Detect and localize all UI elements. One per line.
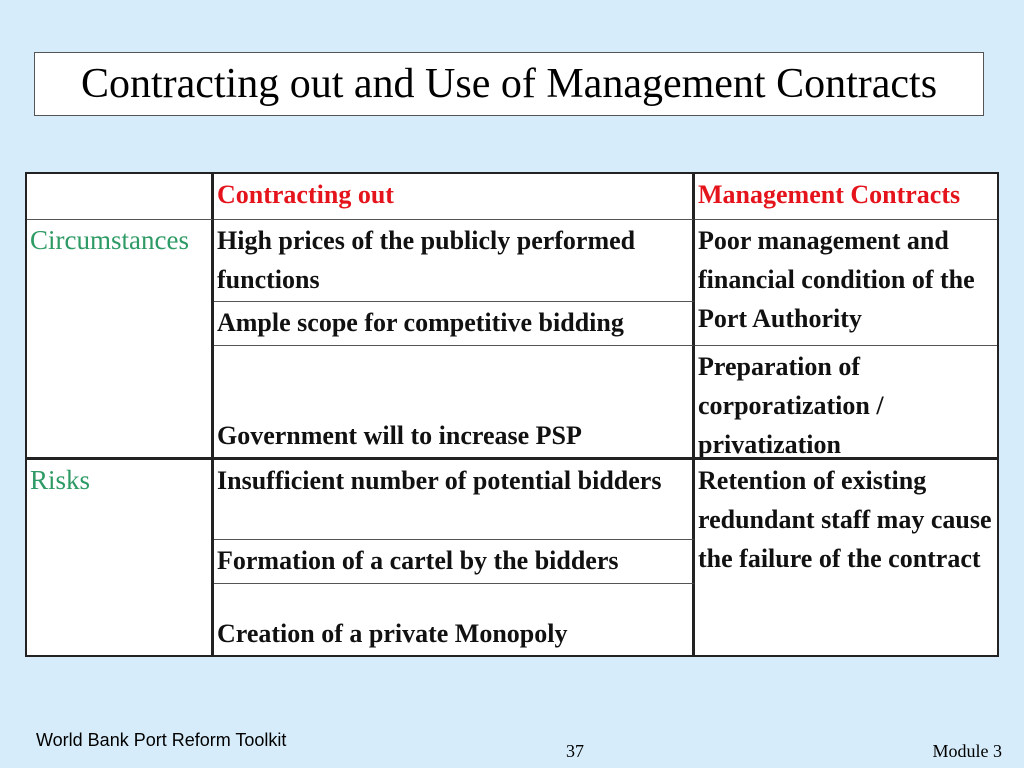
header-empty-cell xyxy=(27,174,214,220)
risk-management-cell: Retention of existing redundant staff may cause the failure of the contract xyxy=(698,466,992,573)
circumstance-management-cell: Preparation of corporatization / privatization xyxy=(695,346,997,460)
risk-contracting-cell: Insufficient number of potential bidders xyxy=(214,460,695,540)
circumstance-contracting-cell: Government will to increase PSP xyxy=(214,346,695,460)
slide-title-box xyxy=(34,52,984,116)
page-number: 37 xyxy=(566,741,584,761)
footer-source: World Bank Port Reform Toolkit xyxy=(36,730,287,750)
risk-contracting-cell: Creation of a private Monopoly xyxy=(214,584,695,655)
risk-contracting-cell: Formation of a cartel by the bidders xyxy=(214,540,695,584)
circumstance-contracting-cell: Ample scope for competitive bidding xyxy=(214,302,695,346)
row-label-risks: Risks xyxy=(27,460,214,655)
row-label-circumstances: Circumstances xyxy=(27,220,214,460)
circumstance-contracting-cell: High prices of the publicly performed functions xyxy=(214,220,695,302)
circumstance-management-cell: Poor management and financial condition of the Port Authority xyxy=(695,220,997,346)
module-label: Module 3 xyxy=(932,741,1002,761)
slide-title: Contracting out and Use of Management Contracts xyxy=(80,61,938,107)
header-management-contracts: Management Contracts xyxy=(695,174,997,220)
comparison-table xyxy=(25,172,999,657)
header-contracting-out: Contracting out xyxy=(214,174,695,220)
